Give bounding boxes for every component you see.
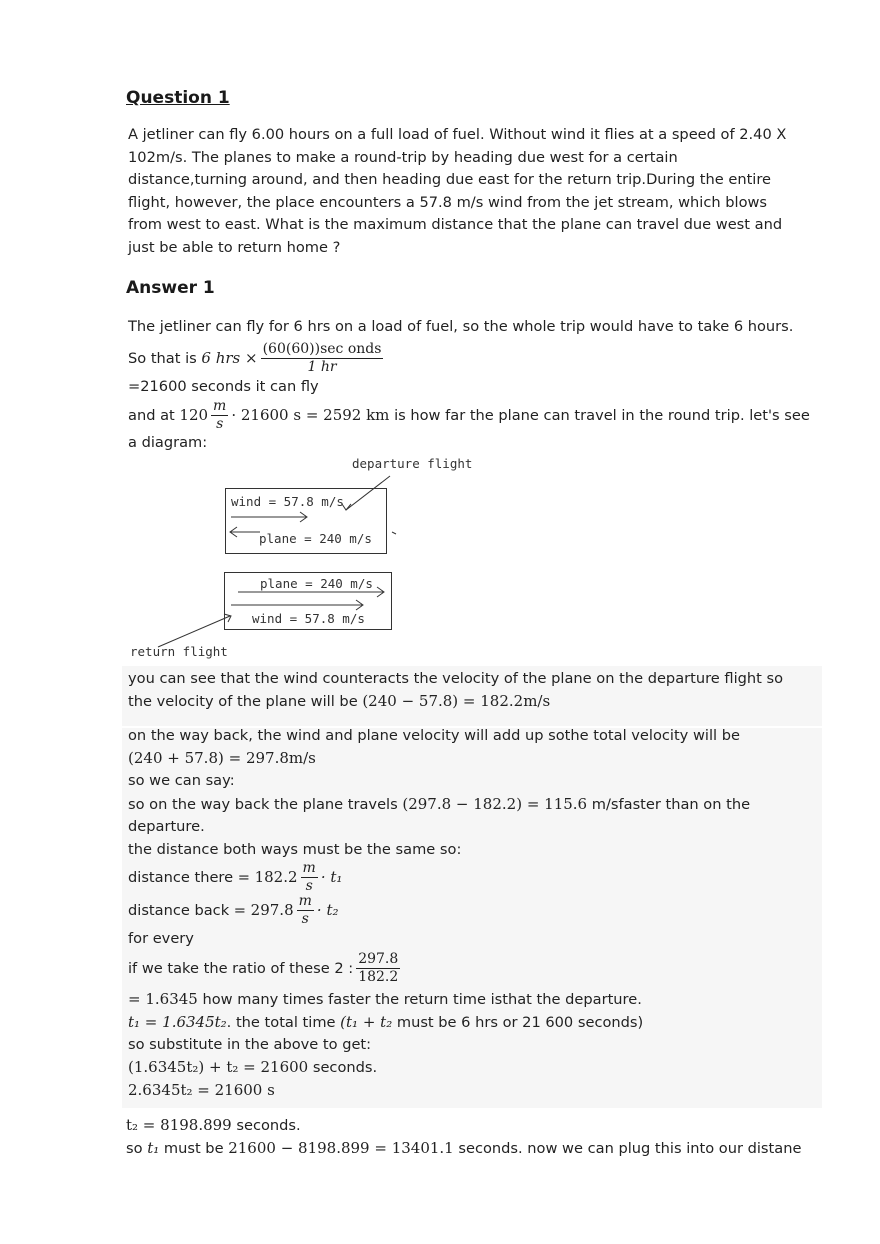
text: seconds. <box>312 1059 378 1076</box>
text: how many times faster the return time isthat the departure. <box>202 991 642 1008</box>
answer-line-10: so we can say: <box>128 772 235 789</box>
math: · 21600 s = 2592 km <box>231 406 390 424</box>
fraction-numerator: 297.8 <box>358 950 399 967</box>
diagram-arrows <box>120 452 520 664</box>
text: so <box>126 1140 143 1157</box>
text: so on the way back the plane travels <box>128 796 398 813</box>
text: m/sfaster than on the <box>591 796 751 813</box>
answer-line-17 <box>128 948 403 988</box>
text: So that is <box>128 349 197 367</box>
text: if we take the ratio of these 2 : <box>128 959 354 977</box>
fraction-numerator: m <box>298 892 312 909</box>
answer-line-11 <box>128 795 750 813</box>
answer-line-8: on the way back, the wind and plane velocity will add up sothe total velocity will be <box>128 727 740 744</box>
bottom-wind-label: wind = 57.8 m/s <box>252 611 365 626</box>
math: · t₂ <box>316 901 339 919</box>
answer-line-22 <box>128 1081 275 1099</box>
math: t₁ <box>147 1139 160 1157</box>
text: must be <box>163 1140 224 1157</box>
answer-line-5: a diagram: <box>128 434 208 451</box>
top-plane-label: plane = 240 m/s <box>259 531 372 546</box>
fraction <box>301 860 318 895</box>
fraction-numerator: (60(60))sec onds <box>262 340 382 357</box>
math: 21600 − 8198.899 = 13401.1 <box>228 1139 454 1157</box>
fraction-numerator: m <box>302 859 316 876</box>
math: (240 + 57.8) = 297.8m/s <box>128 749 316 767</box>
answer-line-1: The jetliner can fly for 6 hrs on a load of fuel, so the whole trip would have to take 6 hours. <box>128 318 794 335</box>
fraction <box>261 341 384 376</box>
answer-line-9 <box>128 749 316 767</box>
math: = 1.6345 <box>128 990 198 1008</box>
text: the velocity of the plane will be <box>128 693 358 710</box>
fraction-denominator: s <box>301 910 309 927</box>
answer-line-23 <box>126 1116 301 1134</box>
question-line: flight, however, the place encounters a 57.8 m/s wind from the jet stream, which blows <box>128 193 768 211</box>
text: . the total time <box>226 1014 336 1031</box>
answer-line-13: the distance both ways must be the same so: <box>128 841 462 858</box>
question-line: distance,turning around, and then heading due east for the return trip.During the entire <box>128 171 772 188</box>
tick-mark <box>392 532 396 534</box>
answer-line-19 <box>128 1013 643 1031</box>
answer-line-7 <box>128 692 550 710</box>
fraction <box>356 951 400 986</box>
math: (t₁ + t₂ <box>340 1013 393 1031</box>
answer-line-14 <box>128 859 342 895</box>
text: must be 6 hrs or 21 600 seconds) <box>396 1014 644 1031</box>
fraction-denominator: 182.2 <box>358 968 399 985</box>
math: · t₁ <box>320 868 343 886</box>
velocity-diagram <box>120 452 520 664</box>
answer-line-20: so substitute in the above to get: <box>128 1036 372 1053</box>
answer-line-21 <box>128 1058 377 1076</box>
text: distance back = <box>128 901 247 919</box>
text: seconds. <box>236 1117 301 1134</box>
bottom-plane-label: plane = 240 m/s <box>260 576 373 591</box>
question-line: 102m/s. The planes to make a round-trip by heading due west for a certain <box>128 148 678 166</box>
question-text <box>128 124 818 259</box>
fraction-denominator: 1 hr <box>307 358 337 375</box>
text: seconds. now we can plug this into our distane <box>458 1140 802 1157</box>
answer-title: Answer 1 <box>126 278 215 298</box>
departure-flight-label: departure flight <box>352 456 473 471</box>
fraction-denominator: s <box>305 877 313 894</box>
answer-line-2 <box>128 338 386 378</box>
return-pointer <box>158 616 230 647</box>
question-line: A jetliner can fly 6.00 hours on a full load of fuel. Without wind it flies at a speed of 2.40 X <box>128 126 787 143</box>
answer-line-4 <box>128 396 810 434</box>
math: 6 hrs × <box>201 349 258 367</box>
math: 2.6345t₂ = 21600 s <box>128 1081 275 1099</box>
math: (297.8 − 182.2) = 115.6 <box>402 795 588 813</box>
math: (1.6345t₂) + t₂ = 21600 <box>128 1058 309 1076</box>
fraction-numerator: m <box>213 397 227 414</box>
fraction <box>211 398 228 433</box>
question-line: just be able to return home ? <box>128 238 341 256</box>
departure-pointer <box>346 476 390 510</box>
text: distance there = <box>128 868 250 886</box>
answer-line-18 <box>128 990 642 1008</box>
answer-line-16: for every <box>128 930 194 947</box>
question-line: from west to east. What is the maximum distance that the plane can travel due west and <box>128 216 783 233</box>
return-flight-label: return flight <box>130 644 228 659</box>
answer-line-12: departure. <box>128 818 205 835</box>
answer-line-6: you can see that the wind counteracts the velocity of the plane on the departure flight so <box>128 670 784 687</box>
fraction-denominator: s <box>216 415 224 432</box>
math: 182.2 <box>254 868 298 886</box>
question-title: Question 1 <box>126 88 230 108</box>
answer-line-3: =21600 seconds it can fly <box>128 378 319 395</box>
math: t₁ = 1.6345t₂ <box>128 1013 227 1031</box>
text: is how far the plane can travel in the round trip. let's see <box>394 406 810 424</box>
fraction <box>297 893 314 928</box>
math: 120 <box>179 406 209 424</box>
text: and at <box>128 406 175 424</box>
math: 297.8 <box>250 901 294 919</box>
math: t₂ = 8198.899 <box>126 1116 232 1134</box>
top-wind-label: wind = 57.8 m/s <box>231 494 344 509</box>
answer-line-24 <box>126 1139 801 1157</box>
math: (240 − 57.8) = 182.2m/s <box>362 692 551 710</box>
answer-line-15 <box>128 892 338 928</box>
